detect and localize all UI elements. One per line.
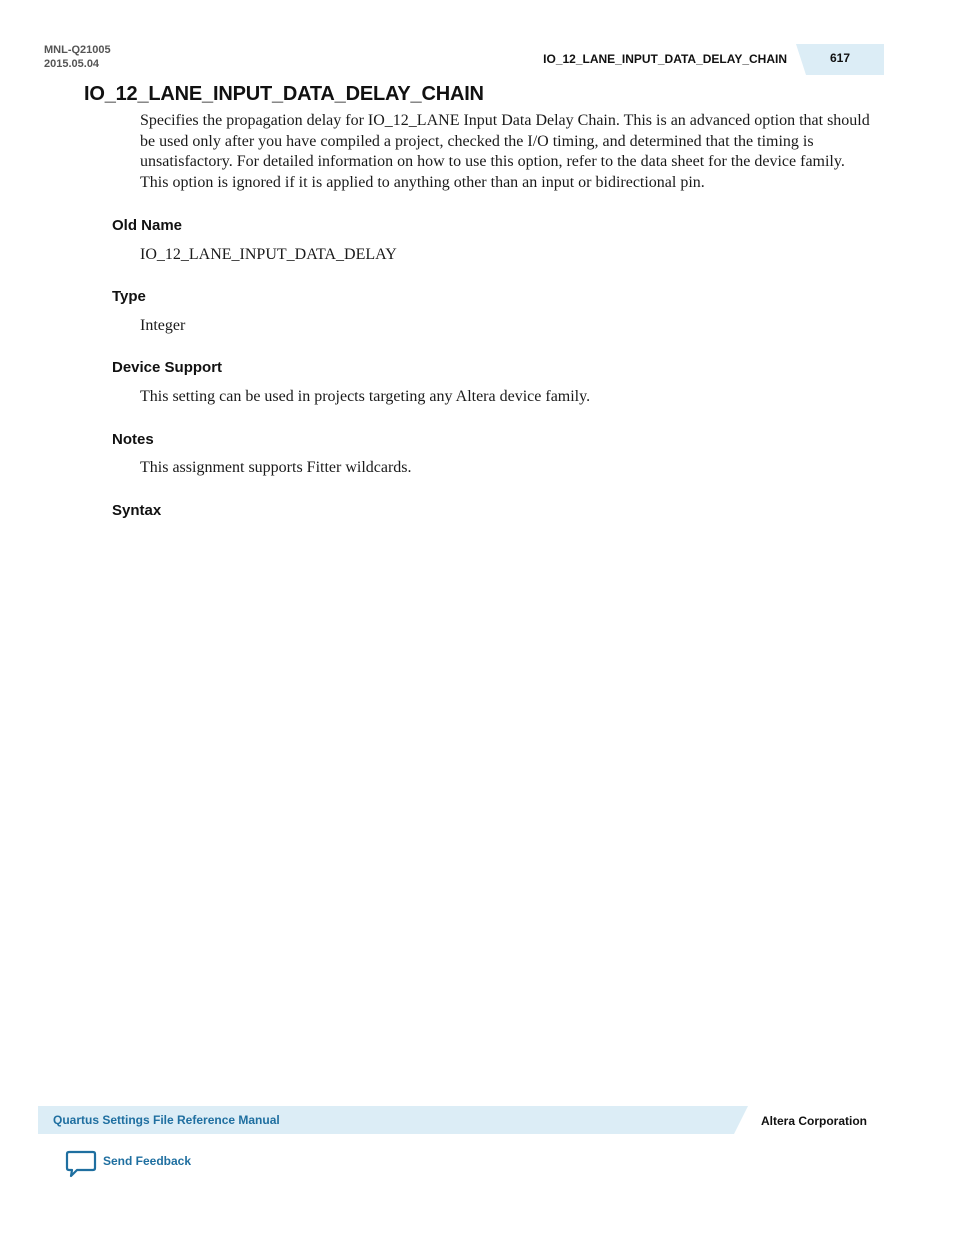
section-heading-device-support: Device Support: [112, 359, 223, 376]
document-meta: [44, 43, 111, 71]
section-body-notes: This assignment supports Fitter wildcards.: [140, 459, 412, 476]
company-name: Altera Corporation: [761, 1114, 868, 1128]
section-heading-syntax: Syntax: [112, 502, 162, 519]
page-title: IO_12_LANE_INPUT_DATA_DELAY_CHAIN: [84, 83, 484, 105]
section-body-type: Integer: [140, 317, 186, 334]
running-title: IO_12_LANE_INPUT_DATA_DELAY_CHAIN: [543, 52, 787, 66]
document-id: MNL-Q21005: [44, 44, 111, 56]
section-body-device-support: This setting can be used in projects targeting any Altera device family.: [140, 388, 591, 405]
speech-bubble-icon[interactable]: [65, 1150, 97, 1178]
section-heading-old-name: Old Name: [112, 217, 183, 234]
section-heading-type: Type: [112, 288, 146, 305]
manual-title-link[interactable]: Quartus Settings File Reference Manual: [53, 1113, 280, 1127]
page-number: 617: [829, 51, 851, 65]
description-paragraph: Specifies the propagation delay for IO_12_LANE Input Data Delay Chain. This is an advanced option that should be used only after you have compiled a project, checked the I/O timing, and determined that the timing is unsatisfactory. For detailed information on how to use this option, refer to the data sheet for the device family. This option is ignored if it is applied to anything other than an input or bidirectional pin.: [140, 112, 870, 192]
section-heading-notes: Notes: [112, 431, 154, 448]
section-body-old-name: IO_12_LANE_INPUT_DATA_DELAY: [140, 246, 397, 263]
document-date: 2015.05.04: [44, 58, 100, 70]
send-feedback-link[interactable]: Send Feedback: [103, 1154, 192, 1168]
